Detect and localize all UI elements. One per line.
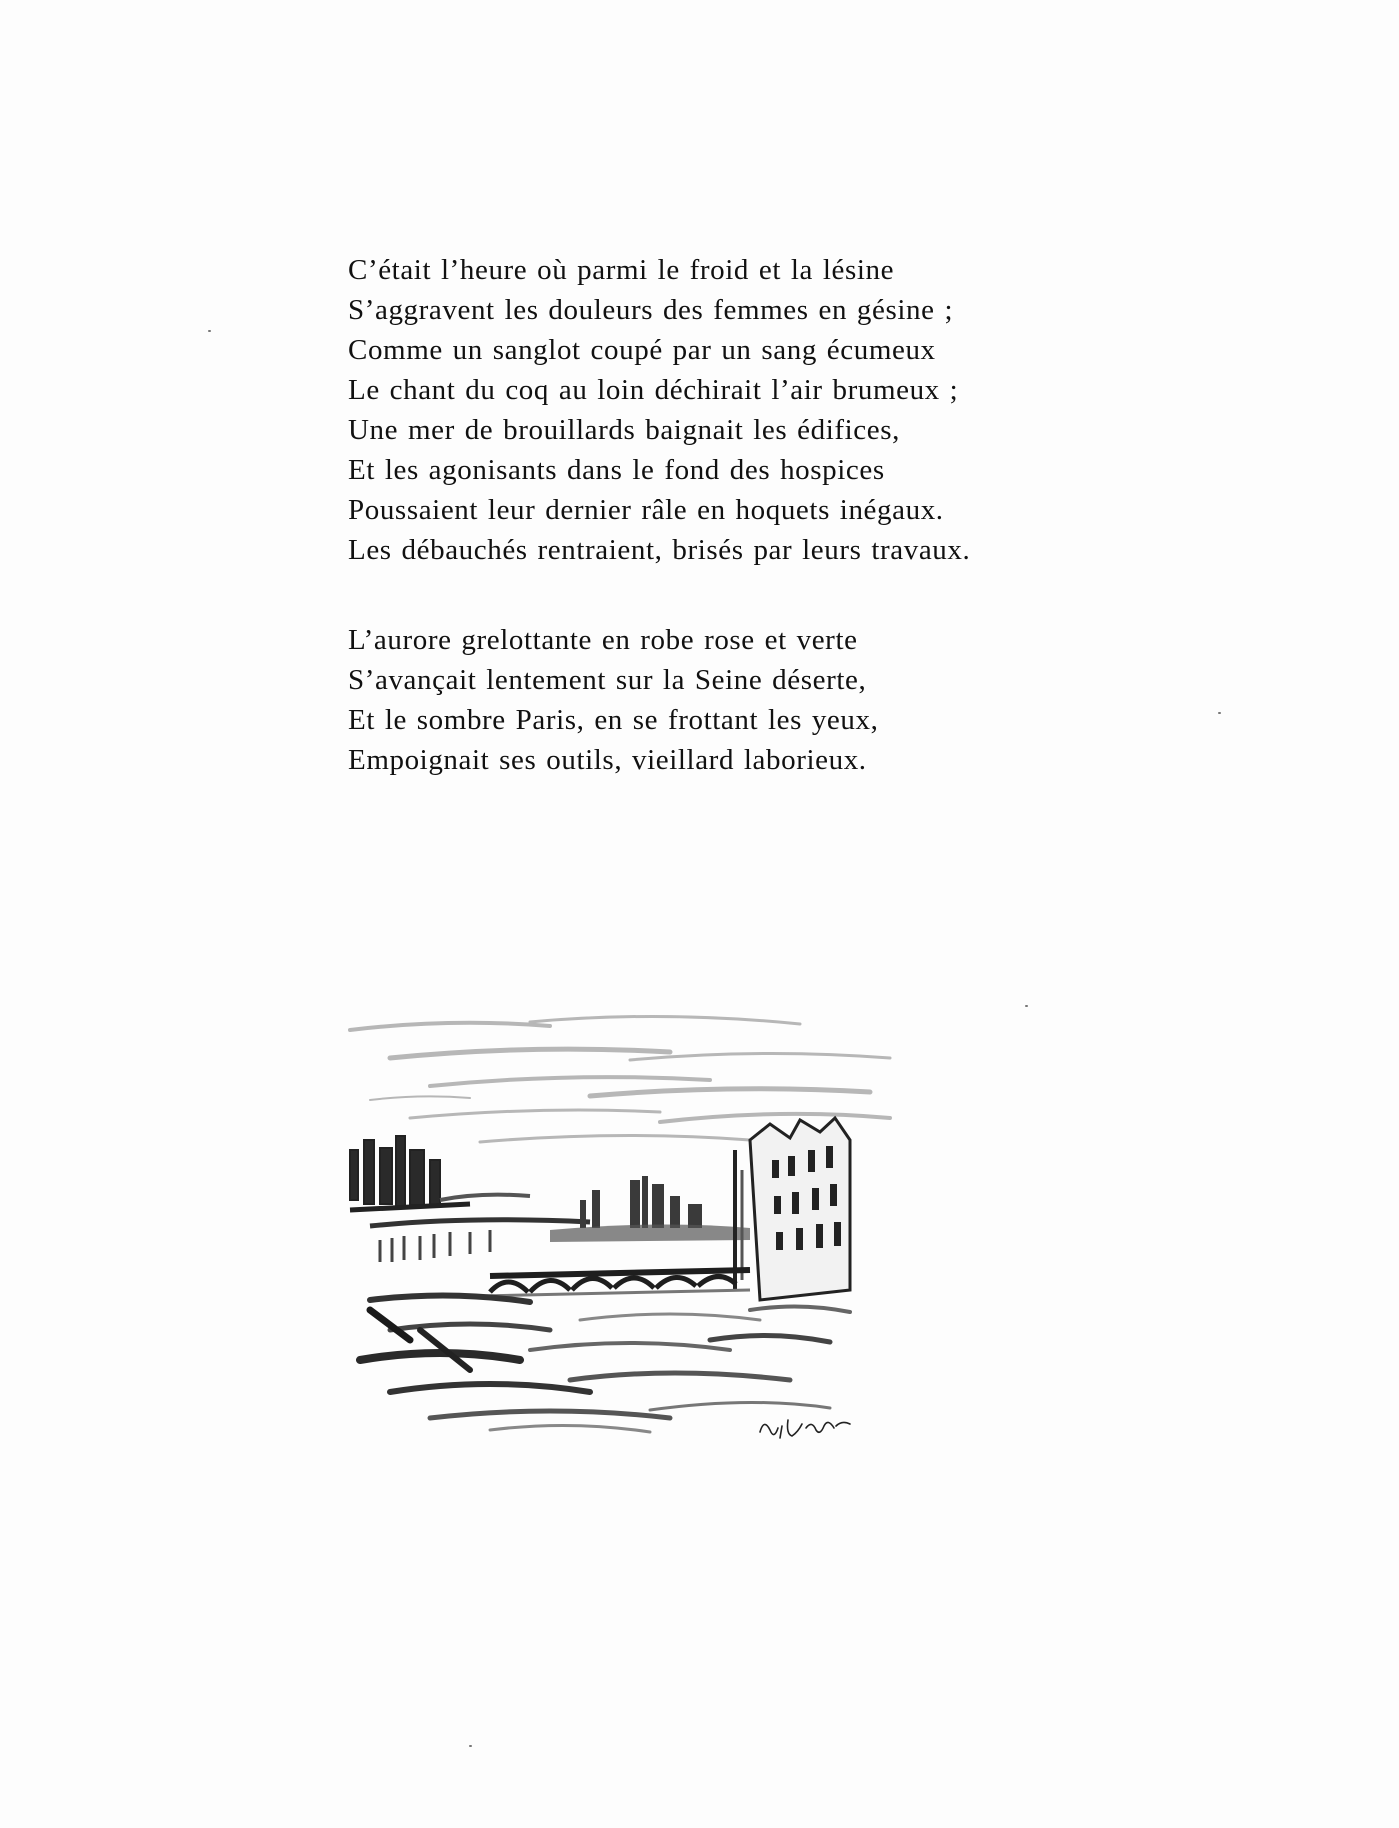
verse-line: Et le sombre Paris, en se frottant les yeux, [348,704,879,736]
verse-line: S’avançait lentement sur la Seine déserte, [348,664,867,696]
verse-line: Et les agonisants dans le fond des hospices [348,454,885,486]
poem [348,250,1168,830]
verse-line: Comme un sanglot coupé par un sang écumeux [348,334,936,366]
verse-line: Empoignait ses outils, vieillard laborieux. [348,744,867,776]
verse-line: Les débauchés rentraient, brisés par leurs travaux. [348,534,971,566]
verse-line: S’aggravent les douleurs des femmes en gésine ; [348,294,954,326]
paper-speck [1025,1005,1028,1007]
artist-signature [760,1420,850,1438]
paper-speck [208,330,211,332]
distant-city [550,1176,750,1242]
seine-bridge-illustration [330,1000,970,1460]
left-bank-buildings [350,1136,590,1262]
right-bank-buildings [735,1118,850,1300]
stanza-2 [348,620,1168,780]
verse-line: Le chant du coq au loin déchirait l’air brumeux ; [348,374,959,406]
paper-speck [1218,712,1221,714]
river-water [360,1295,850,1432]
paper-speck [469,1745,472,1747]
verse-line: Une mer de brouillards baignait les édifices, [348,414,900,446]
sky-wash [350,1016,890,1142]
bridge [480,1270,750,1296]
verse-line: L’aurore grelottante en robe rose et verte [348,624,858,656]
stanza-1 [348,250,1168,570]
verse-line: Poussaient leur dernier râle en hoquets inégaux. [348,494,944,526]
verse-line: C’était l’heure où parmi le froid et la lésine [348,254,895,286]
